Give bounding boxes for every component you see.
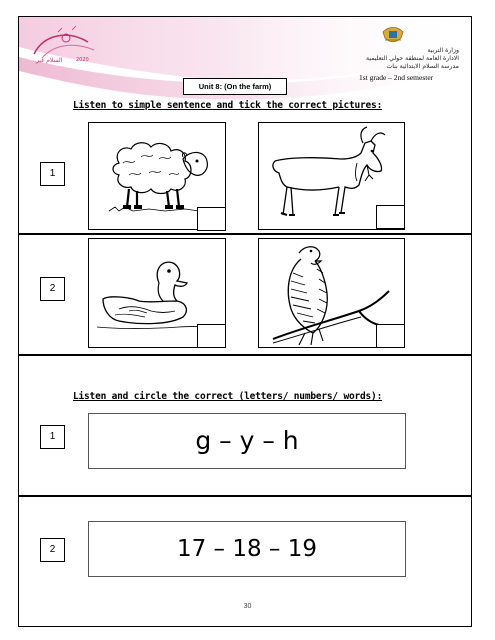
ministry-name: وزارة التربية	[427, 47, 459, 54]
school-logo-text: السلام غير	[36, 57, 63, 64]
instruction-tick-pictures: Listen to simple sentence and tick the correct pictures:	[73, 100, 383, 111]
unit-title: Unit 8: (On the farm)	[183, 78, 287, 95]
section-divider	[19, 354, 471, 356]
tick-box-duck[interactable]	[197, 324, 226, 348]
question-number-box: 2	[40, 277, 65, 301]
school-name: مدرسة السلام الابتدائية بنات	[386, 63, 459, 70]
tick-box-sheep[interactable]	[197, 207, 226, 231]
tick-box-goat[interactable]	[376, 205, 405, 229]
section-divider	[19, 233, 471, 235]
grade-label: 1st grade – 2nd semester	[359, 73, 434, 82]
tick-box-eagle[interactable]	[376, 324, 405, 348]
question-number-box: 2	[40, 538, 65, 562]
number-choices[interactable]: 17 – 18 – 19	[88, 521, 406, 577]
question-number-box: 1	[40, 425, 65, 449]
district-name: الادارة العامة لمنطقة حولي التعليمية	[366, 55, 459, 62]
letter-choices[interactable]: g – y – h	[88, 413, 406, 469]
question-number-box: 1	[40, 162, 65, 186]
ministry-emblem-icon	[380, 24, 406, 46]
school-logo-year: 2020	[76, 57, 89, 63]
page-number: 30	[243, 603, 252, 610]
section-divider	[19, 495, 471, 497]
instruction-circle-correct: Listen and circle the correct (letters/ numbers/ words):	[73, 391, 383, 402]
